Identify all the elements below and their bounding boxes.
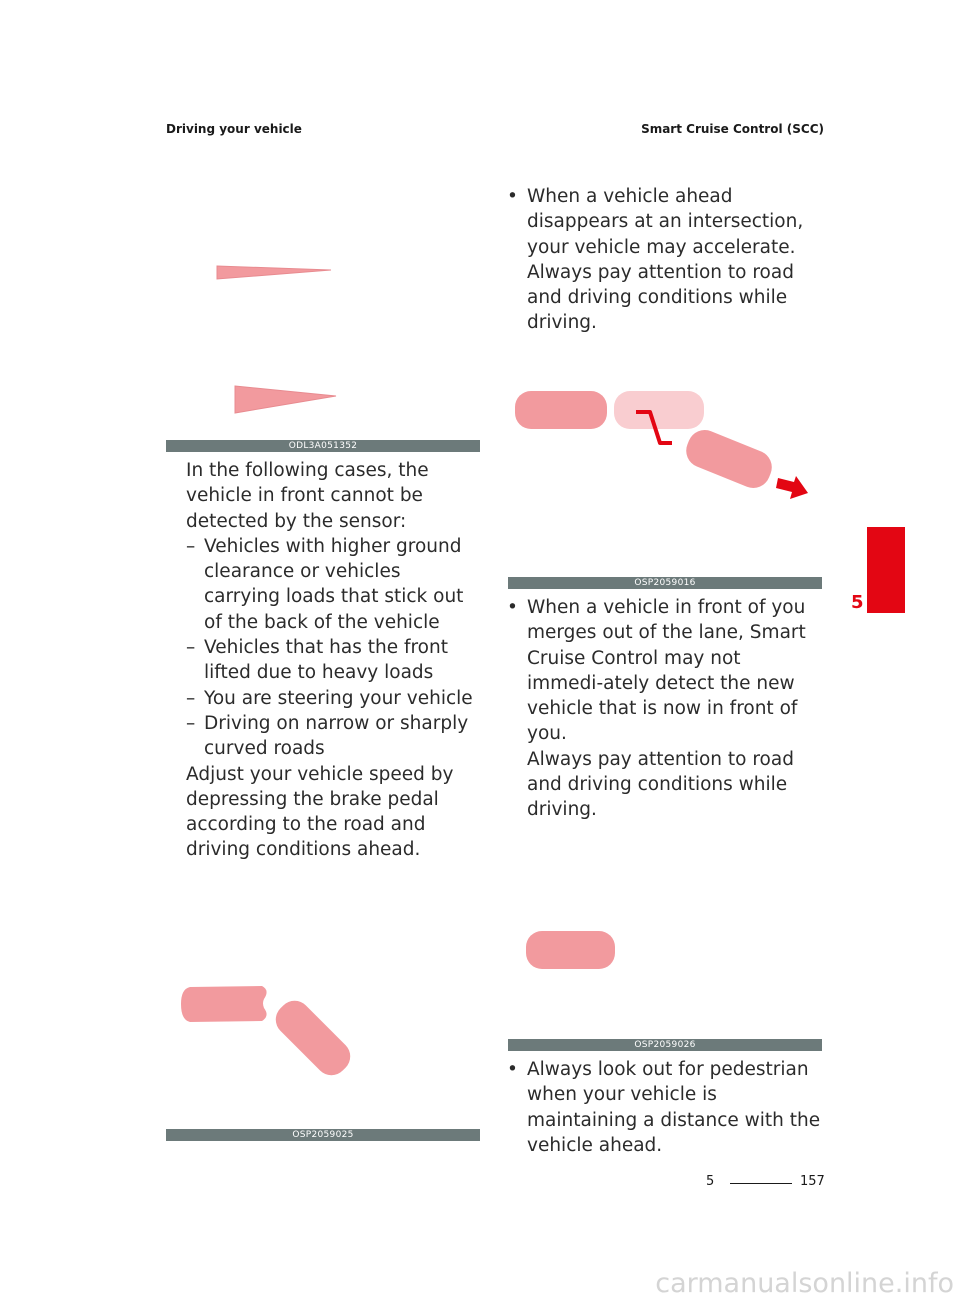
list-item-text: Driving on narrow or sharply curved roads (204, 712, 469, 760)
dash-marker: – (186, 637, 196, 659)
footer-divider (730, 1183, 792, 1184)
bullet-marker: • (507, 186, 518, 207)
bullet-text-note: Always pay attention to road and driving conditions while driving. (527, 261, 794, 334)
header-topic-title: Smart Cruise Control (SCC) (641, 122, 824, 136)
figure-code-2: OSP2059025 (166, 1129, 480, 1141)
bullet-marker: • (507, 1059, 518, 1080)
figure-code-4: OSP2059026 (508, 1039, 822, 1051)
bullet-marker: • (507, 597, 518, 618)
dash-marker: – (186, 535, 196, 557)
list-item-text: Vehicles with higher ground clearance or vehicles carrying loads that stick out of the back of the vehicle (204, 535, 464, 633)
list-item-text: You are steering your vehicle (204, 687, 473, 709)
footer-chapter-number: 5 (706, 1174, 715, 1189)
chapter-tab (867, 527, 905, 613)
figure-code-3: OSP2059016 (508, 577, 822, 589)
dash-marker: – (186, 712, 196, 734)
figure-code-1: ODL3A051352 (166, 440, 480, 452)
list-item-text: Vehicles that has the front lifted due to heavy loads (204, 637, 448, 684)
bullet-text: When a vehicle in front of you merges out of the lane, Smart Cruise Control may not immedi-ately detect the new vehicle that is now in front of you. (527, 597, 806, 745)
intro-paragraph: In the following cases, the vehicle in front cannot be detected by the sensor: (186, 460, 429, 532)
bullet-text: When a vehicle ahead disappears at an intersection, your vehicle may accelerate. (527, 186, 804, 258)
bullet-text: Always look out for pedestrian when your vehicle is maintaining a distance with the vehicle ahead. (527, 1059, 821, 1156)
dash-marker: – (186, 687, 196, 709)
watermark-text: carmanualsonline.info (655, 1268, 954, 1299)
vehicle-ahead (526, 931, 615, 969)
bullet-text-note: Always pay attention to road and driving conditions while driving. (527, 748, 794, 821)
page-number: 157 (800, 1174, 825, 1189)
header-section-title: Driving your vehicle (166, 122, 302, 136)
list-item (507, 1057, 822, 1158)
closing-paragraph: Adjust your vehicle speed by depressing the brake pedal according to the road and driving conditions ahead. (186, 763, 454, 861)
chapter-tab-number: 5 (851, 592, 864, 613)
bullet-block-3 (507, 1057, 822, 1158)
